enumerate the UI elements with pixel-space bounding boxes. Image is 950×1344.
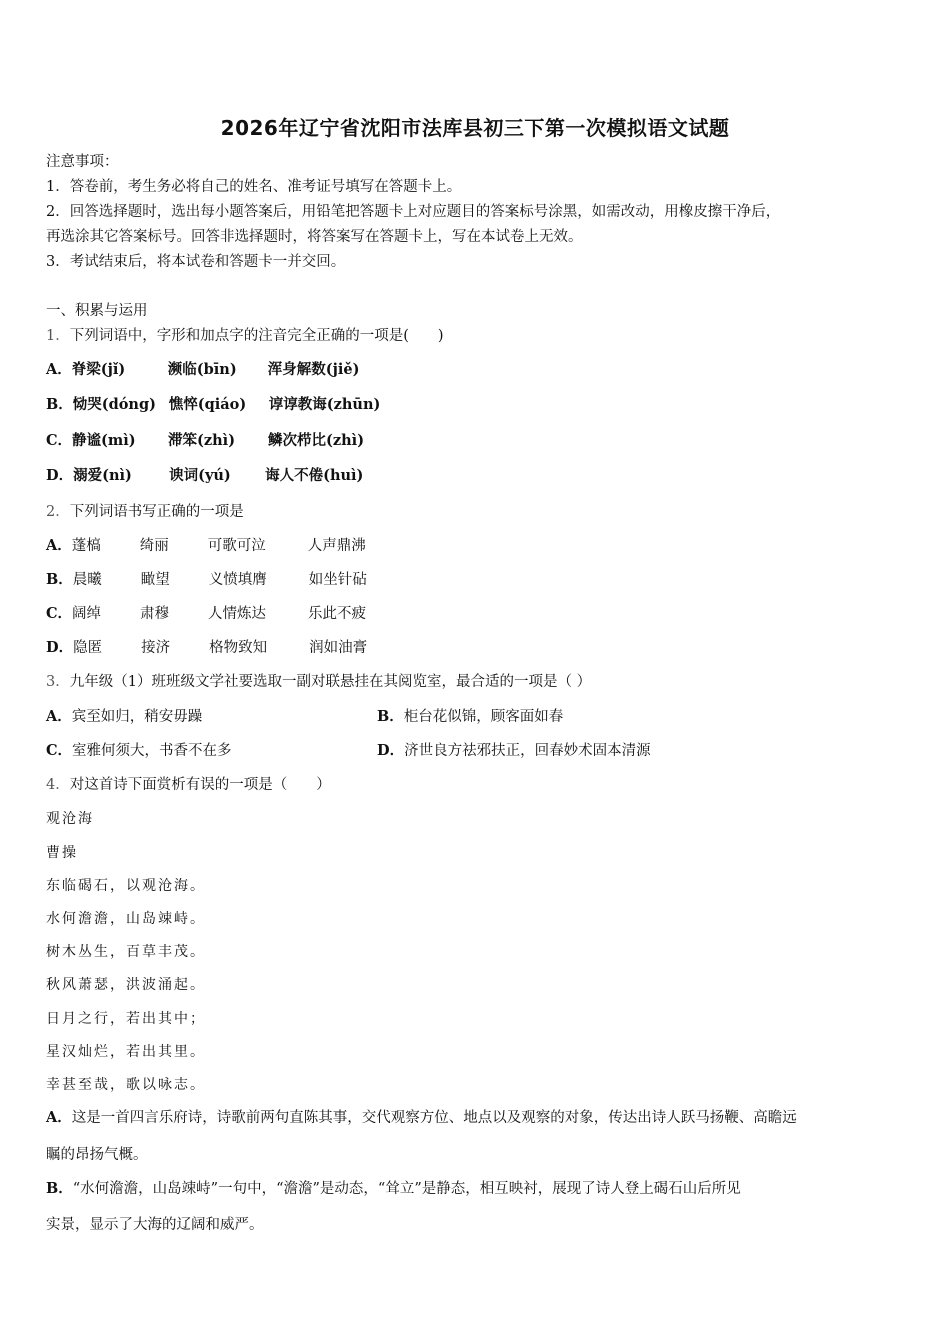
q3-option-c <box>46 741 232 761</box>
option-label: B． <box>46 1180 73 1197</box>
option-label: B． <box>377 708 404 725</box>
option-word: 濒临(bīn) <box>167 361 237 378</box>
poem-author: 曹操 <box>46 845 78 861</box>
option-word: 蓬槁 <box>71 538 101 554</box>
poem-line: 幸甚至哉，歌以咏志。 <box>46 1077 206 1093</box>
poem-line: 东临碣石，以观沧海。 <box>46 878 206 894</box>
option-word: 义愤填膺 <box>208 572 267 588</box>
option-word: 谆谆教诲(zhūn) <box>268 396 381 413</box>
option-word: 谀词(yú) <box>169 467 231 484</box>
option-word: 隐匿 <box>73 640 103 656</box>
question-1 <box>46 326 444 346</box>
option-word: 憔悴(qiáo) <box>168 396 247 413</box>
option-word: 人情炼达 <box>208 606 267 622</box>
question-number: 3． <box>46 674 70 690</box>
option-label: A． <box>46 1109 72 1126</box>
q1-option-a <box>46 360 383 380</box>
q4-option-a-cont: 瞩的昂扬气概。 <box>46 1147 148 1163</box>
poem-line: 水何澹澹，山岛竦峙。 <box>46 911 206 927</box>
question-number: 4． <box>46 777 70 793</box>
option-text: 济世良方祛邪扶正，回春妙术固本清源 <box>404 743 651 759</box>
question-text: 九年级（1）班班级文学社要选取一副对联悬挂在其阅览室，最合适的一项是（ ） <box>69 674 592 690</box>
option-text: 这是一首四言乐府诗，诗歌前两句直陈其事，交代观察方位、地点以及观察的对象，传达出诗人跃马扬鞭、高瞻远 <box>71 1110 797 1126</box>
option-word: 格物致知 <box>209 640 268 656</box>
question-text: 下列词语书写正确的一项是 <box>69 504 244 520</box>
option-word: 乐此不疲 <box>308 606 367 622</box>
option-word: 滞笨(zhì) <box>168 432 236 449</box>
option-text: 宾至如归，稍安毋躁 <box>71 709 203 725</box>
option-word: 肃穆 <box>140 606 170 622</box>
notice-heading: 注意事项： <box>46 154 119 170</box>
q2-option-a <box>46 536 390 556</box>
option-word: 接济 <box>141 640 171 656</box>
option-word: 脊梁(jǐ) <box>71 361 126 378</box>
notice-item-2: 2．回答选择题时，选出每小题答案后，用铅笔把答题卡上对应题目的答案标号涂黑，如需改动，用橡皮擦干净后， <box>46 204 781 220</box>
notice-item-3: 3．考试结束后，将本试卷和答题卡一并交回。 <box>46 254 346 270</box>
option-text: 柜台花似锦，顾客面如春 <box>403 709 564 725</box>
q2-option-c <box>46 604 390 624</box>
option-text: 室雅何须大，书香不在多 <box>72 743 232 759</box>
poem-line: 秋风萧瑟，洪波涌起。 <box>46 977 206 993</box>
q1-option-c <box>46 431 388 451</box>
q2-option-d <box>46 638 391 658</box>
notice-item-1: 1．答卷前，考生务必将自己的姓名、准考证号填写在答题卡上。 <box>46 179 462 195</box>
option-label: D． <box>46 639 74 656</box>
option-label: C． <box>46 432 73 449</box>
option-label: C． <box>46 605 73 622</box>
q3-option-a <box>46 707 202 727</box>
option-label: A． <box>46 361 72 378</box>
option-word: 瞰望 <box>140 572 170 588</box>
option-word: 可歌可泣 <box>207 538 266 554</box>
question-text: 对这首诗下面赏析有误的一项是（ ） <box>69 777 331 793</box>
poem-line: 树木丛生，百草丰茂。 <box>46 944 206 960</box>
option-word: 溺爱(nì) <box>73 467 132 484</box>
notice-item-2-cont: 再选涂其它答案标号。回答非选择题时，将答案写在答题卡上，写在本试卷上无效。 <box>46 229 583 245</box>
poem-line: 星汉灿烂，若出其里。 <box>46 1044 206 1060</box>
question-4 <box>46 775 331 795</box>
question-number: 1． <box>46 328 70 344</box>
option-word: 人声鼎沸 <box>307 538 366 554</box>
option-word: 恸哭(dóng) <box>72 396 156 413</box>
option-label: D． <box>46 467 74 484</box>
option-label: B． <box>46 571 73 588</box>
q2-option-b <box>46 570 391 590</box>
q1-option-d <box>46 466 387 486</box>
option-word: 绮丽 <box>139 538 169 554</box>
q4-option-b-cont: 实景，显示了大海的辽阔和威严。 <box>46 1217 264 1233</box>
q3-option-d <box>377 741 651 761</box>
option-word: 晨曦 <box>72 572 102 588</box>
question-number: 2． <box>46 504 70 520</box>
q4-option-b <box>46 1179 741 1199</box>
q1-option-b <box>46 395 404 415</box>
exam-title: 2026年辽宁省沈阳市法库县初三下第一次模拟语文试题 <box>220 116 730 140</box>
option-label: A． <box>46 537 72 554</box>
section-heading: 一、积累与运用 <box>46 303 148 319</box>
poem-line: 日月之行，若出其中； <box>46 1011 206 1027</box>
question-3 <box>46 672 591 692</box>
option-label: B． <box>46 396 73 413</box>
poem-title: 观沧海 <box>46 811 94 827</box>
option-word: 润如油膏 <box>309 640 368 656</box>
option-word: 鳞次栉比(zhì) <box>268 432 365 449</box>
question-2 <box>46 502 244 522</box>
option-label: C． <box>46 742 73 759</box>
q3-option-b <box>377 707 563 727</box>
option-text: “水何澹澹，山岛竦峙”一句中，“澹澹”是动态，“耸立”是静态，相互映衬，展现了诗人登上碣石山后所见 <box>72 1181 741 1197</box>
option-word: 诲人不倦(huì) <box>265 467 364 484</box>
q4-option-a <box>46 1108 797 1128</box>
option-word: 阔绰 <box>72 606 102 622</box>
option-word: 如坐针砧 <box>308 572 367 588</box>
option-label: D． <box>377 742 405 759</box>
question-text: 下列词语中，字形和加点字的注音完全正确的一项是( ) <box>69 328 444 344</box>
option-word: 浑身解数(jiě) <box>267 361 360 378</box>
option-word: 静谧(mì) <box>72 432 136 449</box>
option-label: A． <box>46 708 72 725</box>
